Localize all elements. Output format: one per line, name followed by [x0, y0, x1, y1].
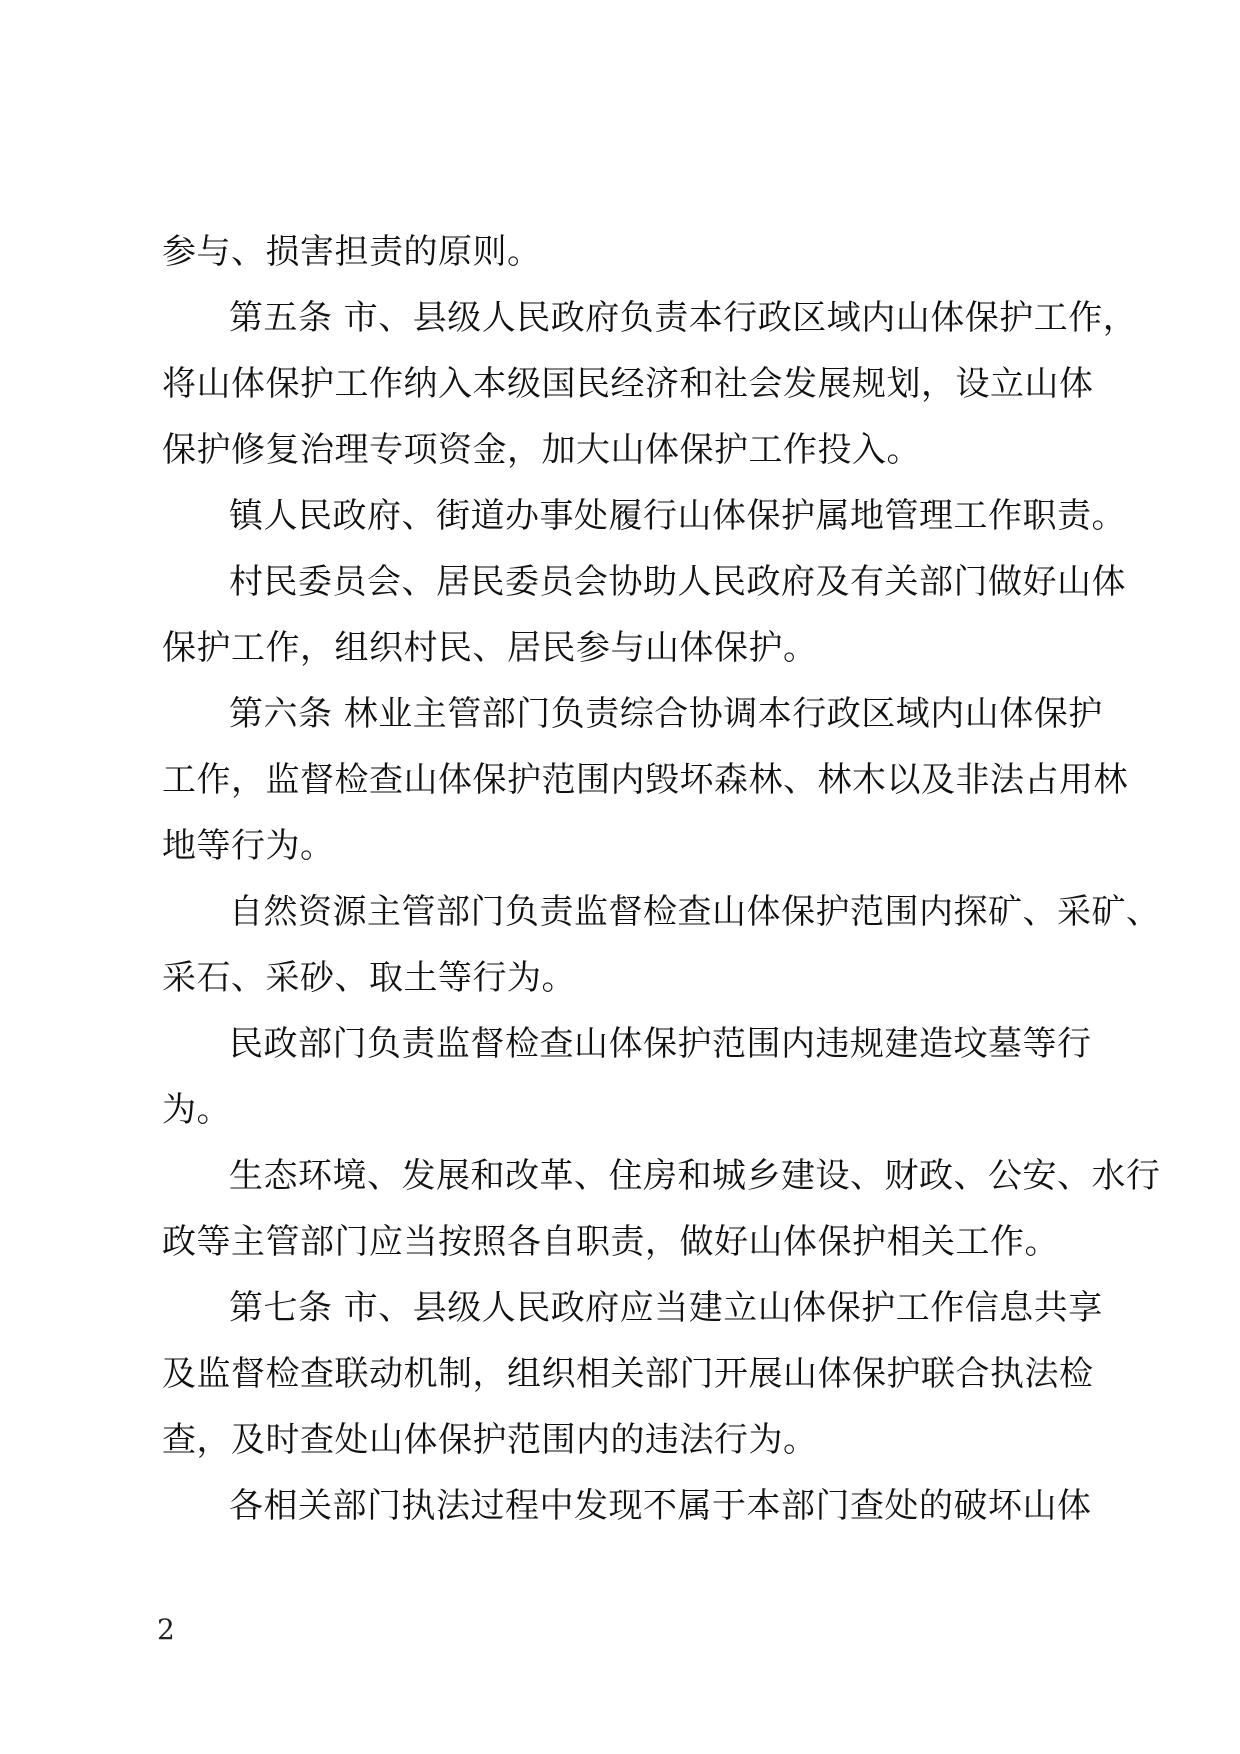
text-line-7: 保护工作，组织村民、居民参与山体保护。: [162, 628, 818, 668]
text-line-5: 镇人民政府、街道办事处履行山体保护属地管理工作职责。: [229, 496, 1126, 536]
text-line-20: 各相关部门执法过程中发现不属于本部门查处的破坏山体: [229, 1486, 1092, 1526]
text-line-15: 生态环境、发展和改革、住房和城乡建设、财政、公安、水行: [229, 1156, 1161, 1196]
text-line-16: 政等主管部门应当按照各自职责，做好山体保护相关工作。: [162, 1222, 1059, 1262]
text-line-18: 及监督检查联动机制，组织相关部门开展山体保护联合执法检: [162, 1354, 1094, 1394]
article-6-heading-line: 第六条 林业主管部门负责综合协调本行政区域内山体保护: [229, 694, 1103, 734]
page-number: 2: [157, 1613, 175, 1646]
article-5-heading-line: 第五条 市、县级人民政府负责本行政区域内山体保护工作，: [229, 298, 1138, 338]
text-line-9: 工作，监督检查山体保护范围内毁坏森林、林木以及非法占用林: [162, 760, 1128, 800]
text-line-19: 查，及时查处山体保护范围内的违法行为。: [162, 1420, 818, 1460]
text-line-13: 民政部门负责监督检查山体保护范围内违规建造坟墓等行: [229, 1024, 1092, 1064]
article-7-heading-line: 第七条 市、县级人民政府应当建立山体保护工作信息共享: [229, 1288, 1103, 1328]
text-line-6: 村民委员会、居民委员会协助人民政府及有关部门做好山体: [229, 562, 1126, 602]
text-line-10: 地等行为。: [162, 826, 335, 866]
text-line-14: 为。: [162, 1090, 231, 1130]
text-line-1: 参与、损害担责的原则。: [162, 232, 542, 272]
text-line-3: 将山体保护工作纳入本级国民经济和社会发展规划，设立山体: [162, 364, 1094, 404]
text-line-4: 保护修复治理专项资金，加大山体保护工作投入。: [162, 430, 921, 470]
text-line-12: 采石、采砂、取土等行为。: [162, 958, 576, 998]
text-line-11: 自然资源主管部门负责监督检查山体保护范围内探矿、采矿、: [229, 892, 1161, 932]
